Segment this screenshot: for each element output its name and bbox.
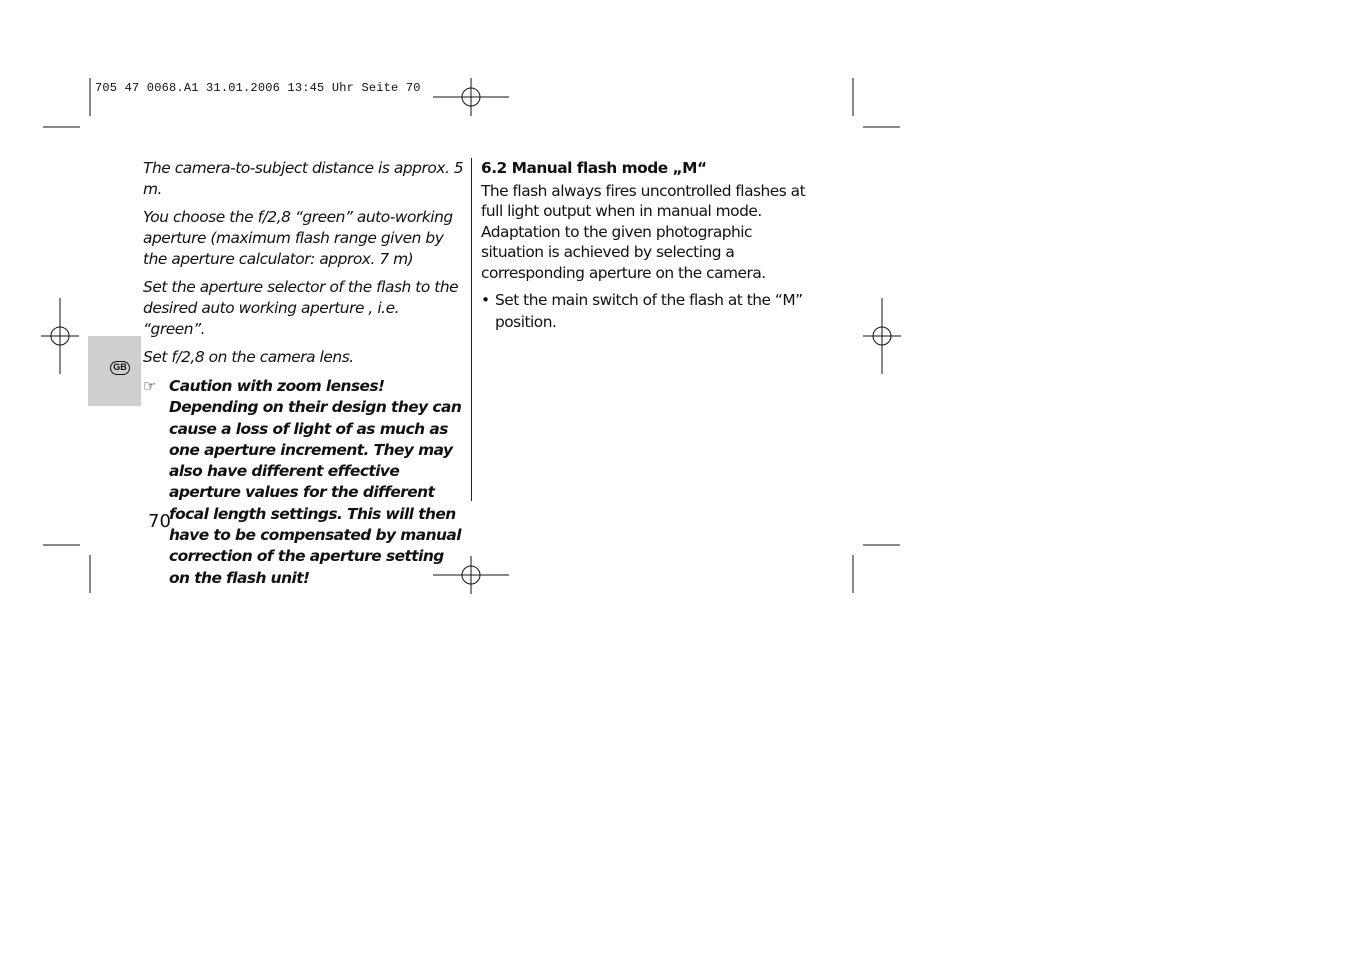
left-column — [143, 158, 465, 589]
right-column — [481, 158, 806, 333]
pointing-hand-icon: ☞ — [143, 377, 156, 395]
list-item — [481, 290, 806, 333]
crosshair-right — [863, 298, 901, 374]
caution-text: Caution with zoom lenses! Depending on their design they can cause a loss of light of as much as one aperture increment. They may also have different effective aperture values for the different focal length settings. This will then have to be compensated by manual correction of the aperture setting on the flash unit! — [169, 377, 462, 587]
column-divider — [471, 158, 472, 501]
paragraph: You choose the f/2,8 “green” auto-working aperture (maximum flash range given by the aperture calculator: approx. 7 m) — [143, 208, 453, 268]
paragraph: The flash always fires uncontrolled flashes at full light output when in manual mode. Adaptation to the given photographic situation is achieved by selecting a corresponding aperture on the camera. — [481, 182, 806, 282]
paragraph: The camera-to-subject distance is approx. 5 m. — [143, 159, 464, 198]
section-heading: 6.2 Manual flash mode „M“ — [481, 159, 707, 177]
language-badge: GB — [110, 361, 130, 375]
crosshair-left — [41, 298, 79, 374]
caution-note — [143, 376, 465, 589]
bullet-icon: • — [481, 291, 490, 310]
printer-slug: 705 47 0068.A1 31.01.2006 13:45 Uhr Seite 70 — [95, 81, 421, 95]
page-number: 70 — [148, 511, 171, 532]
paragraph: Set f/2,8 on the camera lens. — [143, 348, 354, 366]
list-item-text: Set the main switch of the flash at the “M” position. — [495, 291, 803, 331]
crosshair-top — [433, 78, 509, 116]
paragraph: Set the aperture selector of the flash to the desired auto working aperture , i.e. “green”. — [143, 278, 459, 338]
